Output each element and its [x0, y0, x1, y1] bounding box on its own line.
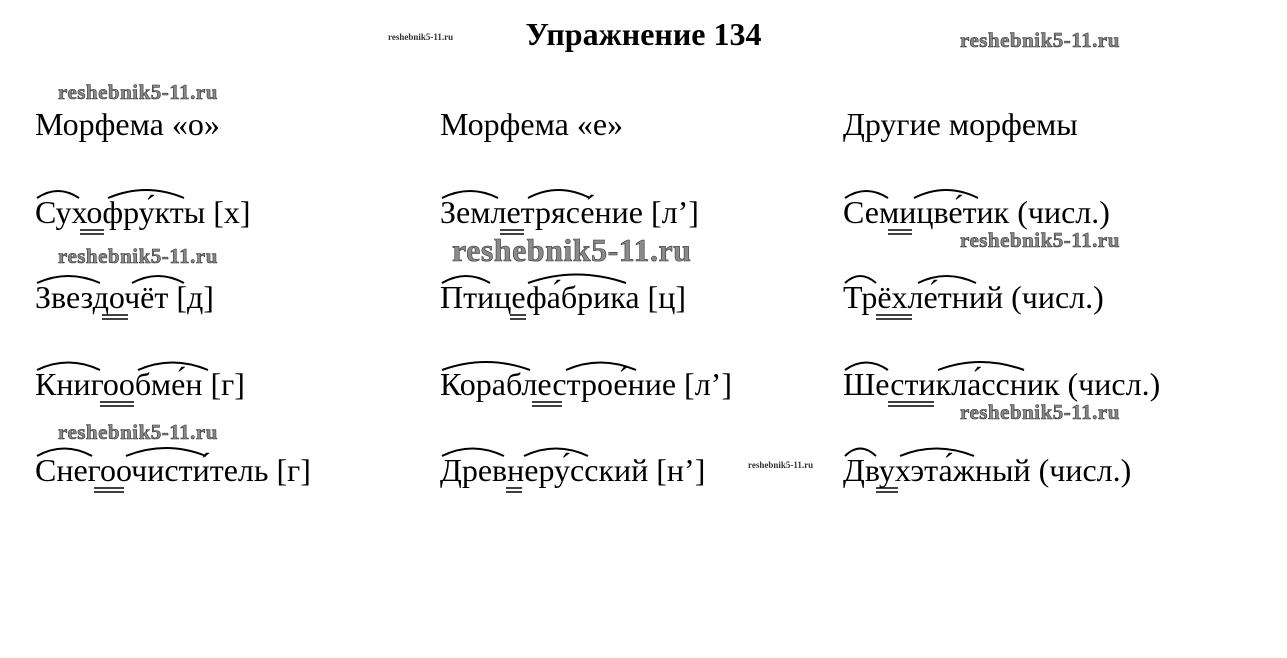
watermark: reshebnik5-11.ru: [452, 232, 692, 268]
column-heading-e: Морфема «е»: [440, 106, 624, 142]
column-heading-other: Другие морфемы: [843, 106, 1078, 142]
word-cell: Снегоочисти́тель [г]: [35, 452, 311, 488]
watermark: reshebnik5-11.ru: [58, 80, 218, 104]
watermark: reshebnik5-11.ru: [58, 420, 218, 444]
watermark: reshebnik5-11.ru: [960, 400, 1120, 424]
watermark: reshebnik5-11.ru: [960, 228, 1120, 252]
word-cell: Птицефа́брика [ц]: [440, 279, 686, 315]
word-cell: Сухофру́кты [х]: [35, 194, 251, 230]
watermark: reshebnik5-11.ru: [58, 244, 218, 268]
watermark: reshebnik5-11.ru: [748, 460, 814, 470]
column-heading-o: Морфема «о»: [35, 106, 220, 142]
word-cell: Семицве́тик (числ.): [843, 194, 1110, 230]
word-cell: Землетрясе́ние [л’]: [440, 194, 699, 230]
word-cell: Звездочёт [д]: [35, 279, 214, 315]
watermark: reshebnik5-11.ru: [960, 28, 1120, 52]
watermark: reshebnik5-11.ru: [388, 32, 454, 42]
word-cell: Двухэта́жный (числ.): [843, 452, 1132, 488]
page-title: Упражнение 134: [525, 16, 762, 52]
word-cell: Шестикла́ссник (числ.): [843, 366, 1161, 402]
word-cell: Трёхле́тний (числ.): [843, 279, 1104, 315]
word-cell: Кораблестрое́ние [л’]: [440, 366, 732, 402]
word-cell: Древнеру́сский [н’]: [440, 452, 706, 488]
word-cell: Книгообме́н [г]: [35, 366, 245, 402]
